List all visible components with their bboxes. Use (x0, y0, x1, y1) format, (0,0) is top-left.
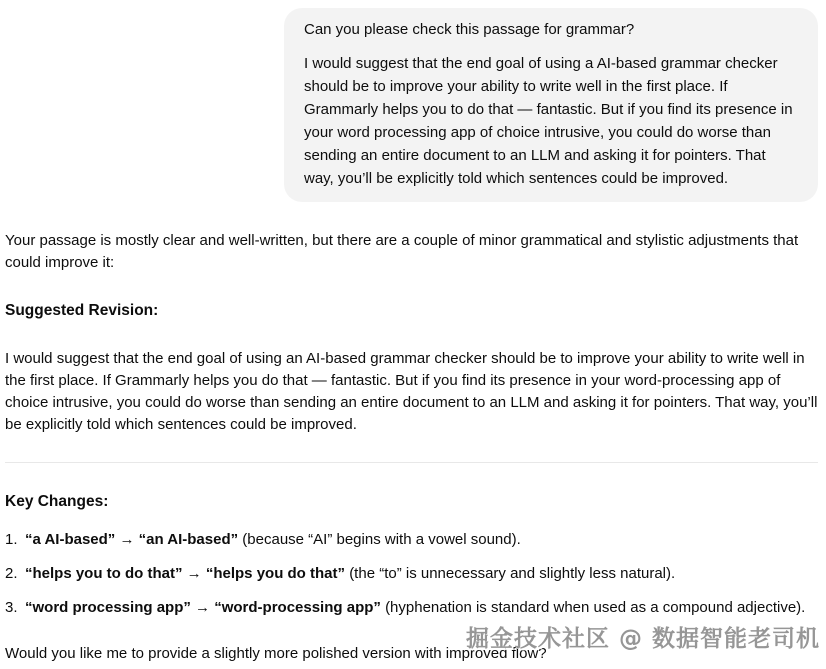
revision-paragraph: I would suggest that the end goal of using an AI-based grammar checker should be to improve your ability to write well in the first place. If Grammarly helps you do that — fantastic. But if you find its presence in your word-processing app of choice intrusive, you could do worse than sending an entire document to an LLM and asking it for pointers. That way, you’ll be explicitly told which sentences could be improved. (5, 350, 818, 433)
list-number: 3. (5, 599, 18, 616)
suggested-revision-heading: Suggested Revision: (5, 302, 159, 319)
key-change-item (5, 563, 818, 585)
assistant-intro: Your passage is mostly clear and well-written, but there are a couple of minor grammatical and stylistic adjustments that could improve it: (5, 232, 799, 271)
user-message-row (0, 0, 826, 202)
watermark: 掘金技术社区 @ 数据智能老司机 (465, 626, 820, 652)
change-note: (because “AI” begins with a vowel sound). (242, 531, 521, 548)
section-divider (5, 462, 818, 463)
change-note: (hyphenation is standard when used as a compound adjective). (385, 599, 806, 616)
change-to: “helps you do that” (205, 565, 346, 582)
arrow-glyph: → (195, 599, 211, 616)
change-from: “helps you to do that” (25, 565, 183, 582)
key-changes-heading: Key Changes: (5, 493, 109, 510)
user-passage: I would suggest that the end goal of using a AI-based grammar checker should be to improve your ability to write well in the first place. If Grammarly helps you to do that — fantastic. But if you find its presence in your word processing app of choice intrusive, you could do worse than sending an entire document to an LLM and asking it for pointers. That way, you’ll be explicitly told which sentences could be improved. (304, 55, 793, 187)
change-to: “word-processing app” (214, 599, 381, 616)
key-change-item (5, 597, 818, 619)
list-number: 2. (5, 565, 18, 582)
key-changes-list (5, 529, 818, 619)
user-message-bubble (284, 8, 818, 202)
arrow-glyph: → (119, 531, 135, 548)
arrow-glyph: → (186, 565, 202, 582)
list-number: 1. (5, 531, 18, 548)
change-to: “an AI-based” (138, 531, 239, 548)
assistant-followup: Would you like me to provide a slightly more polished version with improved flow? (5, 645, 547, 662)
user-question: Can you please check this passage for grammar? (304, 21, 635, 38)
key-change-item (5, 529, 818, 551)
change-from: “a AI-based” (25, 531, 116, 548)
change-note: (the “to” is unnecessary and slightly less natural). (349, 565, 676, 582)
change-from: “word processing app” (25, 599, 191, 616)
assistant-message (0, 230, 826, 669)
